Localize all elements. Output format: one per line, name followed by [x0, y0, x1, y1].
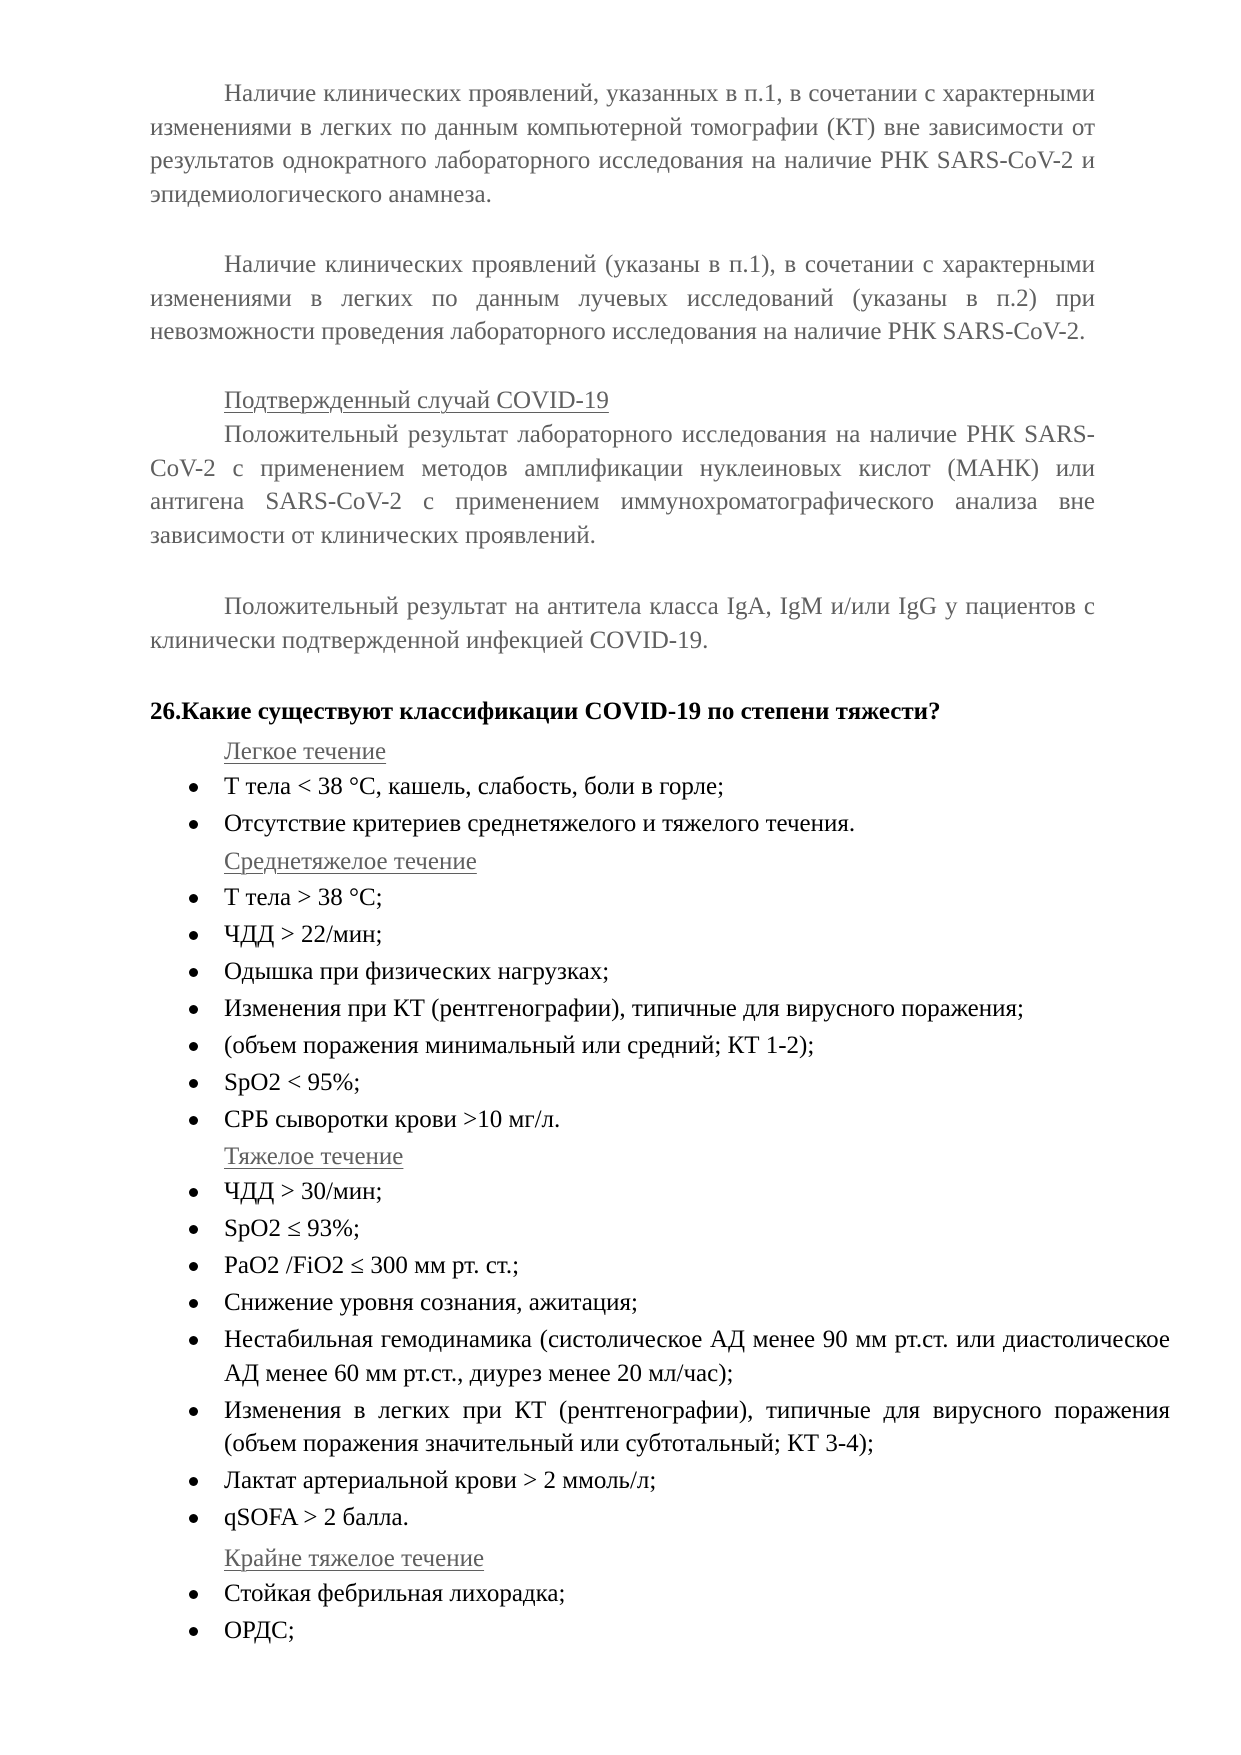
- confirmed-case-heading: Подтвержденный случай COVID-19: [224, 387, 609, 414]
- list-item: ОРДС;: [186, 1614, 1170, 1648]
- list-mild: [186, 770, 1170, 844]
- question-heading: 26.Какие существуют классификации COVID-19 по степени тяжести?: [150, 698, 941, 725]
- section-title-severe: Тяжелое течение: [224, 1143, 404, 1170]
- paragraph-lab-confirmation: Положительный результат лабораторного исследования на наличие РНК SARS-CoV-2 с применением методов амплификации нуклеиновых кислот (МАНК) или антигена SARS-CoV-2 с применением иммунохроматографического анализа вне зависимости от клинических проявлений.: [150, 421, 1095, 549]
- list-item: Изменения в легких при КТ (рентгенографии), типичные для вирусного поражения (объем поражения значительный или субтотальный; КТ 3-4);: [186, 1394, 1170, 1461]
- list-item: Отсутствие критериев среднетяжелого и тяжелого течения.: [186, 807, 1170, 841]
- list-item: SpO2 < 95%;: [186, 1066, 1170, 1100]
- section-title-mild: Легкое течение: [224, 738, 387, 765]
- list-item: Нестабильная гемодинамика (систолическое АД менее 90 мм рт.ст. или диастолическое АД менее 60 мм рт.ст., диурез менее 20 мл/час);: [186, 1323, 1170, 1390]
- list-item: Изменения при КТ (рентгенографии), типичные для вирусного поражения;: [186, 992, 1170, 1026]
- list-item: СРБ сыворотки крови >10 мг/л.: [186, 1103, 1170, 1137]
- list-critical: [186, 1577, 1170, 1651]
- list-item: Стойкая фебрильная лихорадка;: [186, 1577, 1170, 1611]
- list-item: ЧДД > 30/мин;: [186, 1175, 1170, 1209]
- section-title-moderate: Среднетяжелое течение: [224, 848, 477, 875]
- list-item: (объем поражения минимальный или средний; КТ 1-2);: [186, 1029, 1170, 1063]
- list-item: PaO2 /FiO2 ≤ 300 мм рт. ст.;: [186, 1249, 1170, 1283]
- list-item: Т тела > 38 °С;: [186, 881, 1170, 915]
- list-item: SpO2 ≤ 93%;: [186, 1212, 1170, 1246]
- paragraph-clinical-ct: Наличие клинических проявлений, указанных в п.1, в сочетании с характерными изменениями в легких по данным компьютерной томографии (КТ) вне зависимости от результатов однократного лабораторного исследования на наличие РНК SARS-CoV-2 и эпидемиологического анамнеза.: [150, 80, 1095, 208]
- list-item: Лактат артериальной крови > 2 ммоль/л;: [186, 1464, 1170, 1498]
- section-title-critical: Крайне тяжелое течение: [224, 1545, 485, 1572]
- list-item: Снижение уровня сознания, ажитация;: [186, 1286, 1170, 1320]
- list-item: Одышка при физических нагрузках;: [186, 955, 1170, 989]
- list-moderate: [186, 881, 1170, 1140]
- paragraph-antibodies: Положительный результат на антитела класса IgA, IgM и/или IgG у пациентов с клинически подтвержденной инфекцией COVID-19.: [150, 593, 1095, 654]
- list-severe: [186, 1175, 1170, 1538]
- paragraph-clinical-radiology: Наличие клинических проявлений (указаны в п.1), в сочетании с характерными изменениями в легких по данным лучевых исследований (указаны в п.2) при невозможности проведения лабораторного исследования на наличие РНК SARS-CoV-2.: [150, 251, 1095, 345]
- list-item: qSOFA > 2 балла.: [186, 1501, 1170, 1535]
- list-item: ЧДД > 22/мин;: [186, 918, 1170, 952]
- list-item: Т тела < 38 °С, кашель, слабость, боли в горле;: [186, 770, 1170, 804]
